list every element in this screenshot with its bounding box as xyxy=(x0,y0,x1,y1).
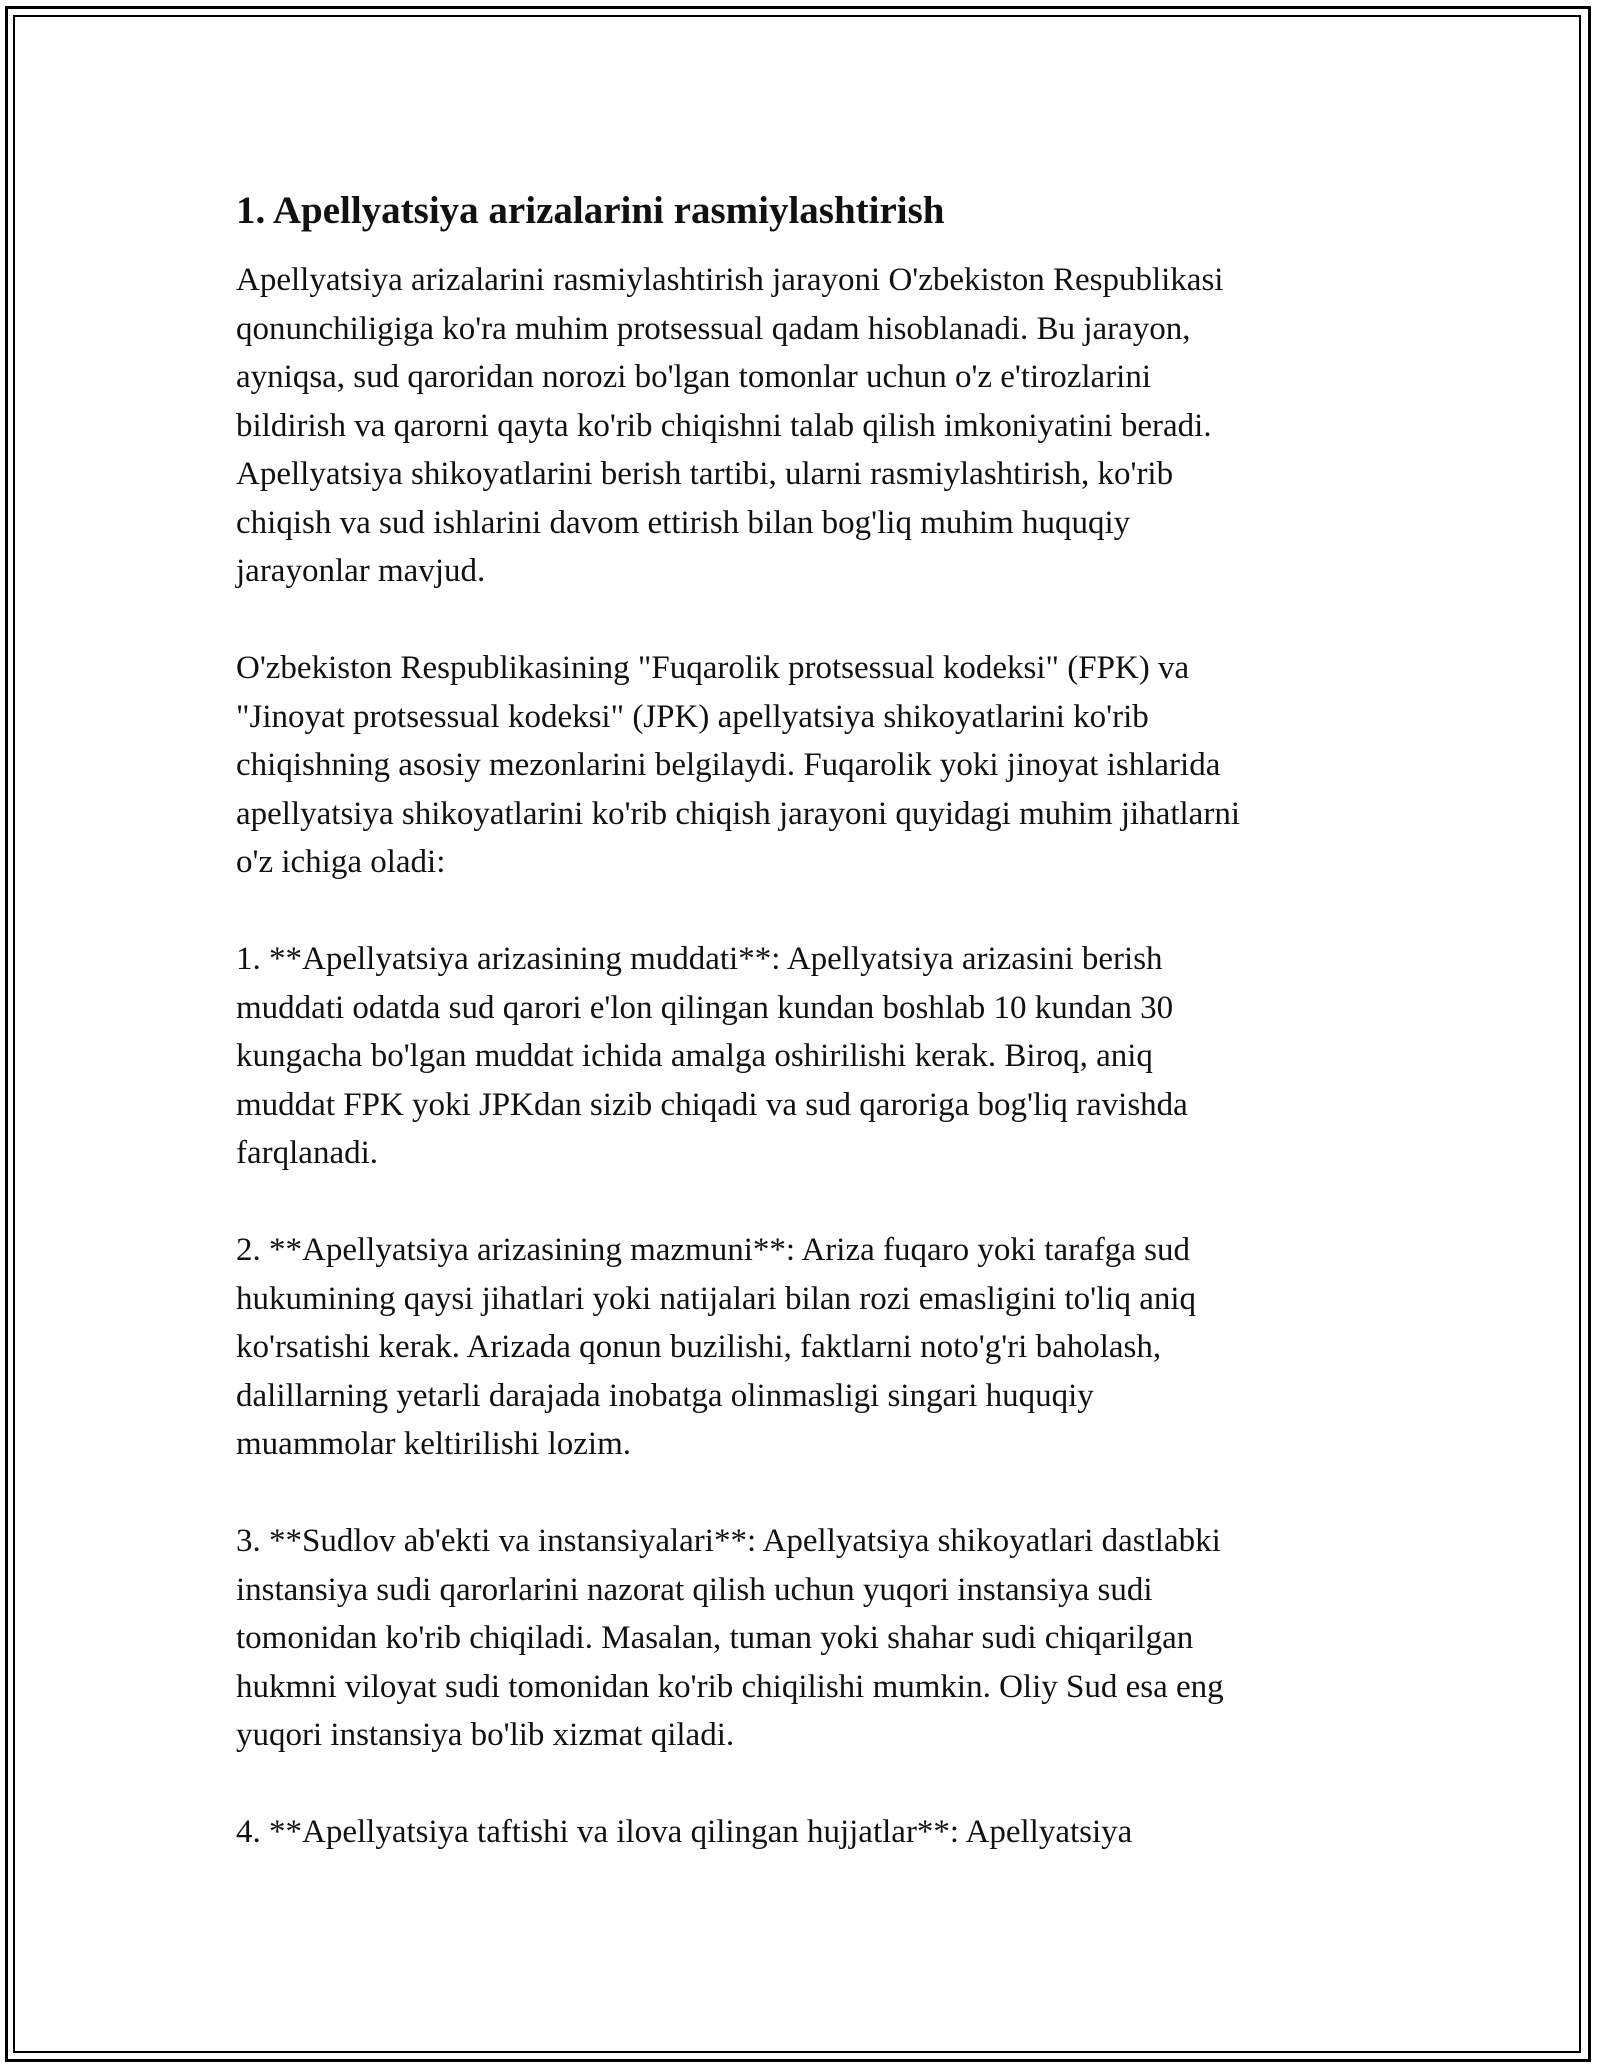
list-item-instances: 3. **Sudlov ab'ekti va instansiyalari**: Apellyatsiya shikoyatlari dastlabki instansiya sudi qarorlarini nazorat qilish uchun yuqori instansiya sudi tomonidan ko'rib chiqiladi. Masalan, tuman yoki shahar sudi chiqarilgan hukmni viloyat sudi tomonidan ko'rib chiqilishi mumkin. Oliy Sud esa eng yuqori instansiya bo'lib xizmat qiladi. xyxy=(236,1523,1224,1753)
list-item-review: 4. **Apellyatsiya taftishi va ilova qilingan hujjatlar**: Apellyatsiya xyxy=(236,1814,1133,1850)
paragraph-intro: Apellyatsiya arizalarini rasmiylashtirish jarayoni O'zbekiston Respublikasi qonunchiligiga ko'ra muhim protsessual qadam hisoblanadi. Bu jarayon, ayniqsa, sud qaroridan norozi bo'lgan tomonlar uchun o'z e'tirozlarini bildirish va qarorni qayta ko'rib chiqishni talab qilish imkoniyatini beradi. Apellyatsiya shikoyatlarini berish tartibi, ularni rasmiylashtirish, ko'rib chiqish va sud ishlarini davom ettirish bilan bog'liq muhim huquqiy jarayonlar mavjud. xyxy=(236,262,1224,589)
list-item-deadline: 1. **Apellyatsiya arizasining muddati**: Apellyatsiya arizasini berish muddati odatda sud qarori e'lon qilingan kundan boshlab 10 kundan 30 kungacha bo'lgan muddat ichida amalga oshirilishi kerak. Biroq, aniq muddat FPK yoki JPKdan sizib chiqadi va sud qaroriga bog'liq ravishda farqlanadi. xyxy=(236,941,1188,1171)
list-item-content: 2. **Apellyatsiya arizasining mazmuni**: Ariza fuqaro yoki tarafga sud hukumining qaysi jihatlari yoki natijalari bilan rozi emasligini to'liq aniq ko'rsatishi kerak. Arizada qonun buzilishi, faktlarni noto'g'ri baholash, dalillarning yetarli darajada inobatga olinmasligi singari huquqiy muammolar keltirilishi lozim. xyxy=(236,1232,1197,1462)
document-body xyxy=(236,186,1366,1857)
paragraph-codes: O'zbekiston Respublikasining "Fuqarolik protsessual kodeksi" (FPK) va "Jinoyat protsessual kodeksi" (JPK) apellyatsiya shikoyatlarini ko'rib chiqishning asosiy mezonlarini belgilaydi. Fuqarolik yoki jinoyat ishlarida apellyatsiya shikoyatlarini ko'rib chiqish jarayoni quyidagi muhim jihatlarni o'z ichiga oladi: xyxy=(236,650,1240,880)
section-heading: 1. Apellyatsiya arizalarini rasmiylashtirish xyxy=(236,189,945,232)
